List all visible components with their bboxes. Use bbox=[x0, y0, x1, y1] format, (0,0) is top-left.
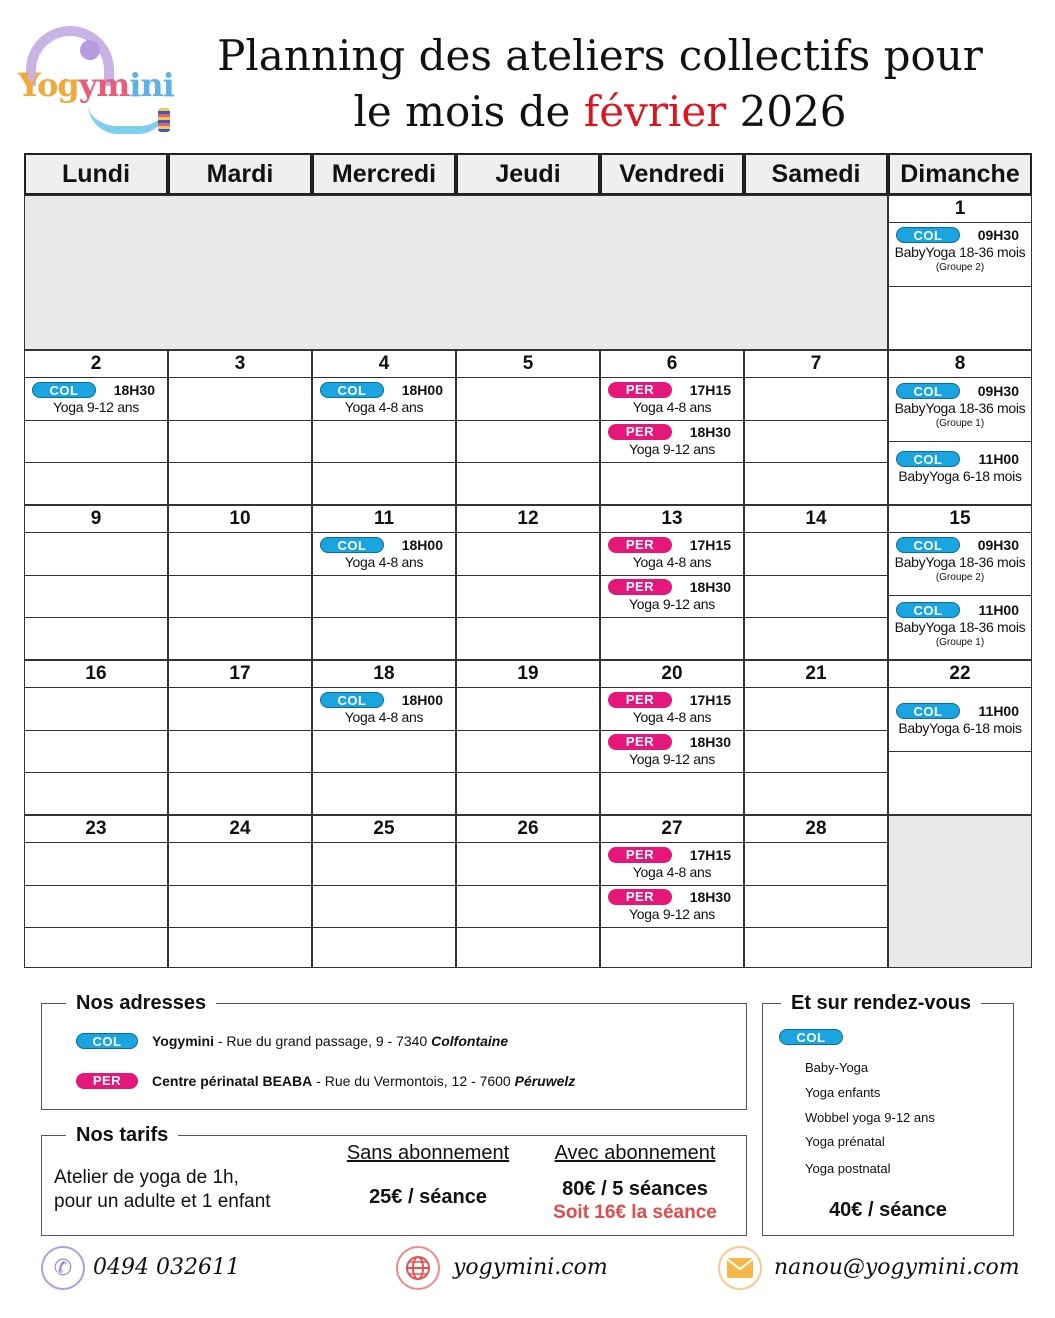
event-d8b[interactable] bbox=[889, 449, 1031, 485]
col-badge: COL bbox=[896, 537, 960, 553]
day-cell-1[interactable] bbox=[888, 195, 1032, 350]
day-cell-21[interactable] bbox=[744, 660, 888, 815]
globe-icon bbox=[396, 1246, 440, 1290]
cell-divider bbox=[169, 772, 311, 773]
cell-divider bbox=[313, 730, 455, 731]
event-group: (Groupe 1) bbox=[935, 418, 985, 429]
cell-divider bbox=[25, 617, 167, 618]
day-number: 28 bbox=[745, 816, 887, 843]
cell-divider bbox=[25, 927, 167, 928]
event-time: 18H30 bbox=[689, 424, 731, 440]
cell-divider bbox=[601, 772, 743, 773]
per-badge: PER bbox=[608, 734, 672, 750]
event-desc: BabyYoga 18-36 mois bbox=[894, 554, 1026, 570]
event-time: 18H00 bbox=[401, 537, 443, 553]
col-badge: COL bbox=[896, 451, 960, 467]
cell-divider bbox=[457, 575, 599, 576]
day-cell-12[interactable] bbox=[456, 505, 600, 660]
event-d22[interactable] bbox=[889, 701, 1031, 737]
rdv-item: Wobbel yoga 9-12 ans bbox=[805, 1110, 935, 1125]
cell-divider bbox=[169, 420, 311, 421]
event-group: (Groupe 2) bbox=[935, 262, 985, 273]
day-number: 1 bbox=[889, 196, 1031, 223]
event-desc: BabyYoga 6-18 mois bbox=[898, 720, 1022, 736]
page-title bbox=[190, 28, 1010, 140]
day-number: 20 bbox=[601, 661, 743, 688]
contact-phone[interactable]: 0494 032611 bbox=[93, 1255, 240, 1280]
day-cell-6[interactable] bbox=[600, 350, 744, 505]
event-time: 09H30 bbox=[977, 227, 1019, 243]
day-cell-14[interactable] bbox=[744, 505, 888, 660]
day-number: 19 bbox=[457, 661, 599, 688]
event-time: 18H30 bbox=[689, 579, 731, 595]
cell-divider bbox=[25, 772, 167, 773]
per-badge: PER bbox=[608, 692, 672, 708]
event-desc: BabyYoga 18-36 mois bbox=[894, 244, 1026, 260]
weekday-friday: Vendredi bbox=[600, 153, 744, 195]
day-cell-13[interactable] bbox=[600, 505, 744, 660]
logo-text: Yogymini bbox=[18, 66, 174, 104]
day-number: 21 bbox=[745, 661, 887, 688]
cell-divider bbox=[745, 885, 887, 886]
avec-abonnement-label: Avec abonnement bbox=[554, 1142, 716, 1164]
event-d8a[interactable] bbox=[889, 381, 1031, 431]
event-time: 18H30 bbox=[113, 382, 155, 398]
day-cell-28[interactable] bbox=[744, 815, 888, 968]
cell-divider bbox=[313, 772, 455, 773]
event-d27a[interactable] bbox=[601, 845, 743, 881]
rdv-price: 40€ / séance bbox=[829, 1199, 947, 1221]
day-cell-9[interactable] bbox=[24, 505, 168, 660]
cell-divider bbox=[313, 927, 455, 928]
cell-divider bbox=[601, 617, 743, 618]
day-number: 18 bbox=[313, 661, 455, 688]
day-number: 22 bbox=[889, 661, 1031, 688]
addresses-title: Nos adresses bbox=[66, 991, 216, 1015]
cell-divider bbox=[889, 595, 1031, 596]
cell-divider bbox=[25, 885, 167, 886]
day-cell-10[interactable] bbox=[168, 505, 312, 660]
event-desc: BabyYoga 18-36 mois bbox=[894, 619, 1026, 635]
per-badge: PER bbox=[76, 1073, 138, 1089]
cell-divider bbox=[169, 462, 311, 463]
cell-divider bbox=[169, 927, 311, 928]
day-number: 2 bbox=[25, 351, 167, 378]
cell-divider bbox=[457, 730, 599, 731]
event-time: 18H00 bbox=[401, 692, 443, 708]
day-cell-11[interactable] bbox=[312, 505, 456, 660]
event-d15b[interactable] bbox=[889, 600, 1031, 650]
cell-divider bbox=[745, 772, 887, 773]
day-number: 5 bbox=[457, 351, 599, 378]
weekday-thursday: Jeudi bbox=[456, 153, 600, 195]
title-line-1: Planning des ateliers collectifs pour bbox=[217, 31, 983, 80]
cell-divider bbox=[745, 420, 887, 421]
event-d20b[interactable] bbox=[601, 732, 743, 768]
empty-day-block bbox=[888, 815, 1032, 968]
day-cell-2[interactable] bbox=[24, 350, 168, 505]
day-number: 26 bbox=[457, 816, 599, 843]
event-d18[interactable] bbox=[313, 690, 455, 726]
sans-abonnement-label: Sans abonnement bbox=[346, 1142, 510, 1164]
day-cell-16[interactable] bbox=[24, 660, 168, 815]
day-number: 12 bbox=[457, 506, 599, 533]
event-desc: Yoga 9-12 ans bbox=[629, 596, 715, 612]
event-desc: Yoga 4-8 ans bbox=[632, 709, 712, 725]
event-time: 17H15 bbox=[689, 537, 731, 553]
tarifs-title: Nos tarifs bbox=[66, 1123, 178, 1147]
cell-divider bbox=[313, 617, 455, 618]
day-number: 4 bbox=[313, 351, 455, 378]
event-desc: Yoga 4-8 ans bbox=[344, 709, 424, 725]
globe-icon-svg bbox=[404, 1254, 432, 1282]
cell-divider bbox=[169, 730, 311, 731]
event-desc: Yoga 9-12 ans bbox=[629, 751, 715, 767]
day-cell-8[interactable] bbox=[888, 350, 1032, 505]
rdv-item: Yoga enfants bbox=[805, 1085, 881, 1100]
day-cell-24[interactable] bbox=[168, 815, 312, 968]
contact-email[interactable]: nanou@yogymini.com bbox=[774, 1255, 1020, 1280]
day-cell-26[interactable] bbox=[456, 815, 600, 968]
cell-divider bbox=[601, 885, 743, 886]
weekday-tuesday: Mardi bbox=[168, 153, 312, 195]
event-time: 17H15 bbox=[689, 382, 731, 398]
cell-divider bbox=[889, 441, 1031, 442]
cell-divider bbox=[25, 575, 167, 576]
yogymini-logo bbox=[18, 22, 178, 137]
tarifs-box bbox=[41, 1124, 747, 1236]
event-d11[interactable] bbox=[313, 535, 455, 571]
event-d15a[interactable] bbox=[889, 535, 1031, 585]
day-cell-18[interactable] bbox=[312, 660, 456, 815]
day-number: 23 bbox=[25, 816, 167, 843]
day-cell-5[interactable] bbox=[456, 350, 600, 505]
day-number: 3 bbox=[169, 351, 311, 378]
event-d6b[interactable] bbox=[601, 422, 743, 458]
cell-divider bbox=[25, 420, 167, 421]
day-number: 25 bbox=[313, 816, 455, 843]
cell-divider bbox=[745, 927, 887, 928]
envelope-icon bbox=[718, 1246, 762, 1290]
cell-divider bbox=[457, 617, 599, 618]
day-number: 17 bbox=[169, 661, 311, 688]
event-desc: Yoga 4-8 ans bbox=[632, 399, 712, 415]
cell-divider bbox=[601, 420, 743, 421]
weekday-sunday: Dimanche bbox=[888, 153, 1032, 195]
event-time: 09H30 bbox=[977, 383, 1019, 399]
weekday-monday: Lundi bbox=[24, 153, 168, 195]
day-cell-17[interactable] bbox=[168, 660, 312, 815]
weekday-saturday: Samedi bbox=[744, 153, 888, 195]
event-d13b[interactable] bbox=[601, 577, 743, 613]
rendez-vous-title: Et sur rendez-vous bbox=[781, 991, 981, 1015]
event-group: (Groupe 2) bbox=[935, 572, 985, 583]
event-desc: BabyYoga 18-36 mois bbox=[894, 400, 1026, 416]
event-time: 18H30 bbox=[689, 889, 731, 905]
day-number: 10 bbox=[169, 506, 311, 533]
day-cell-22[interactable] bbox=[888, 660, 1032, 815]
event-desc: Yoga 4-8 ans bbox=[344, 554, 424, 570]
cell-divider bbox=[601, 927, 743, 928]
cell-divider bbox=[457, 927, 599, 928]
cell-divider bbox=[457, 462, 599, 463]
day-cell-27[interactable] bbox=[600, 815, 744, 968]
day-number: 8 bbox=[889, 351, 1031, 378]
col-badge: COL bbox=[896, 703, 960, 719]
day-number: 14 bbox=[745, 506, 887, 533]
cell-divider bbox=[313, 575, 455, 576]
col-badge: COL bbox=[779, 1029, 843, 1045]
cell-divider bbox=[457, 885, 599, 886]
event-desc: Yoga 9-12 ans bbox=[629, 906, 715, 922]
per-badge: PER bbox=[608, 537, 672, 553]
col-badge: COL bbox=[32, 382, 96, 398]
day-cell-23[interactable] bbox=[24, 815, 168, 968]
event-desc: Yoga 9-12 ans bbox=[629, 441, 715, 457]
event-desc: Yoga 9-12 ans bbox=[53, 399, 139, 415]
cell-divider bbox=[601, 575, 743, 576]
day-number: 16 bbox=[25, 661, 167, 688]
contact-website[interactable]: yogymini.com bbox=[453, 1255, 608, 1280]
day-number: 11 bbox=[313, 506, 455, 533]
cell-divider bbox=[169, 575, 311, 576]
event-time: 11H00 bbox=[978, 602, 1019, 618]
event-time: 09H30 bbox=[977, 537, 1019, 553]
col-badge: COL bbox=[896, 602, 960, 618]
day-cell-7[interactable] bbox=[744, 350, 888, 505]
cell-divider bbox=[313, 420, 455, 421]
cell-divider bbox=[25, 730, 167, 731]
cell-divider bbox=[745, 575, 887, 576]
day-cell-4[interactable] bbox=[312, 350, 456, 505]
cell-divider bbox=[25, 462, 167, 463]
address-per-text: Centre périnatal BEABA - Rue du Vermontois, 12 - 7600 Péruwelz bbox=[152, 1073, 576, 1089]
cell-divider bbox=[745, 617, 887, 618]
cell-divider bbox=[889, 286, 1031, 287]
event-time: 17H15 bbox=[689, 847, 731, 863]
event-time: 11H00 bbox=[978, 451, 1019, 467]
title-line-2: le mois de février 2026 bbox=[353, 87, 847, 136]
event-desc: BabyYoga 6-18 mois bbox=[898, 468, 1022, 484]
per-badge: PER bbox=[608, 889, 672, 905]
rdv-item: Yoga prénatal bbox=[805, 1134, 885, 1149]
col-badge: COL bbox=[320, 382, 384, 398]
avec-abonnement-unit-price: Soit 16€ la séance bbox=[553, 1202, 717, 1223]
event-desc: Yoga 4-8 ans bbox=[632, 864, 712, 880]
col-badge: COL bbox=[76, 1033, 138, 1049]
day-number: 24 bbox=[169, 816, 311, 843]
event-d20a[interactable] bbox=[601, 690, 743, 726]
cell-divider bbox=[601, 730, 743, 731]
cell-divider bbox=[169, 617, 311, 618]
per-badge: PER bbox=[608, 579, 672, 595]
cell-divider bbox=[457, 420, 599, 421]
title-month: février bbox=[583, 87, 727, 136]
addresses-box bbox=[41, 992, 747, 1110]
event-group: (Groupe 1) bbox=[935, 637, 985, 648]
logo-wave bbox=[88, 104, 168, 134]
day-cell-20[interactable] bbox=[600, 660, 744, 815]
event-d2[interactable] bbox=[25, 380, 167, 416]
per-badge: PER bbox=[608, 424, 672, 440]
col-badge: COL bbox=[320, 537, 384, 553]
event-d1[interactable] bbox=[889, 225, 1031, 275]
day-number: 6 bbox=[601, 351, 743, 378]
cell-divider bbox=[745, 730, 887, 731]
day-number: 9 bbox=[25, 506, 167, 533]
cell-divider bbox=[313, 885, 455, 886]
event-desc: Yoga 4-8 ans bbox=[344, 399, 424, 415]
event-d6a[interactable] bbox=[601, 380, 743, 416]
col-badge: COL bbox=[320, 692, 384, 708]
event-time: 11H00 bbox=[978, 703, 1019, 719]
event-desc: Yoga 4-8 ans bbox=[632, 554, 712, 570]
logo-dot bbox=[80, 40, 100, 60]
day-cell-3[interactable] bbox=[168, 350, 312, 505]
logo-stripes bbox=[158, 108, 170, 132]
cell-divider bbox=[745, 462, 887, 463]
day-cell-25[interactable] bbox=[312, 815, 456, 968]
event-time: 18H30 bbox=[689, 734, 731, 750]
event-time: 18H00 bbox=[401, 382, 443, 398]
weekday-wednesday: Mercredi bbox=[312, 153, 456, 195]
day-cell-19[interactable] bbox=[456, 660, 600, 815]
cell-divider bbox=[601, 462, 743, 463]
phone-icon: ✆ bbox=[41, 1246, 85, 1290]
cell-divider bbox=[457, 772, 599, 773]
rdv-item: Yoga postnatal bbox=[805, 1161, 891, 1176]
event-d27b[interactable] bbox=[601, 887, 743, 923]
col-badge: COL bbox=[896, 383, 960, 399]
event-d4[interactable] bbox=[313, 380, 455, 416]
per-badge: PER bbox=[608, 847, 672, 863]
sans-abonnement-price: 25€ / séance bbox=[369, 1186, 487, 1208]
cell-divider bbox=[313, 462, 455, 463]
cell-divider bbox=[889, 751, 1031, 752]
day-number: 27 bbox=[601, 816, 743, 843]
day-cell-15[interactable] bbox=[888, 505, 1032, 660]
day-number: 7 bbox=[745, 351, 887, 378]
day-number: 15 bbox=[889, 506, 1031, 533]
tarifs-description: Atelier de yoga de 1h, pour un adulte et 1 enfant bbox=[54, 1167, 271, 1212]
event-d13a[interactable] bbox=[601, 535, 743, 571]
envelope-icon-svg bbox=[726, 1257, 754, 1279]
cell-divider bbox=[169, 885, 311, 886]
rdv-item: Baby-Yoga bbox=[805, 1060, 869, 1075]
per-badge: PER bbox=[608, 382, 672, 398]
address-col-text: Yogymini - Rue du grand passage, 9 - 7340 Colfontaine bbox=[152, 1033, 509, 1049]
event-time: 17H15 bbox=[689, 692, 731, 708]
empty-days-block bbox=[24, 195, 888, 350]
day-number: 13 bbox=[601, 506, 743, 533]
avec-abonnement-price: 80€ / 5 séances bbox=[562, 1178, 708, 1200]
col-badge: COL bbox=[896, 227, 960, 243]
rendez-vous-box bbox=[762, 992, 1014, 1236]
